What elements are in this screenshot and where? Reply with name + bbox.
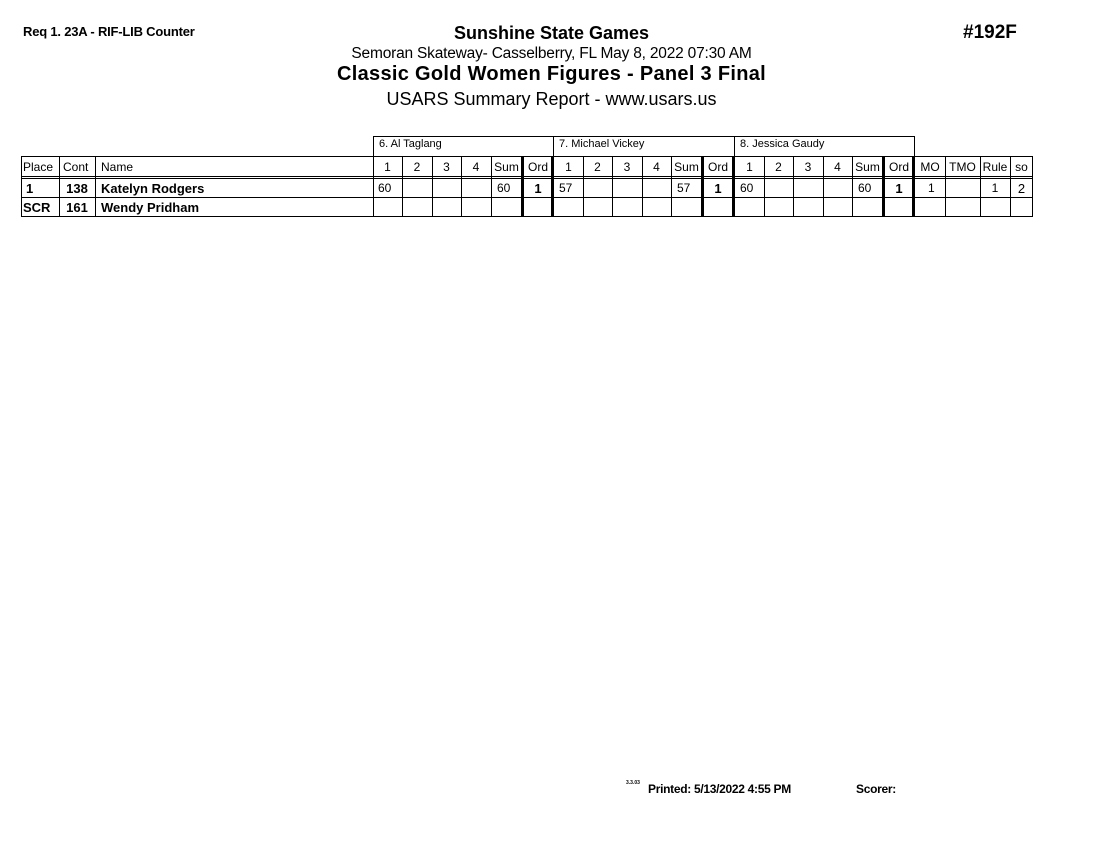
grid-line bbox=[1010, 156, 1011, 217]
grid-line bbox=[764, 156, 765, 217]
grid-line bbox=[612, 156, 613, 217]
scorer-label: Scorer: bbox=[856, 782, 896, 796]
place-cell: SCR bbox=[23, 200, 51, 215]
grid-line bbox=[734, 136, 735, 157]
j6-ord: 1 bbox=[534, 181, 542, 196]
j6-score-3 bbox=[432, 179, 461, 198]
printed-timestamp: Printed: 5/13/2022 4:55 PM bbox=[648, 782, 791, 796]
col-j8-sum: Sum bbox=[855, 160, 880, 174]
col-j6-4: 4 bbox=[472, 160, 480, 174]
tmo-cell bbox=[945, 179, 980, 198]
j7-ord: 1 bbox=[714, 181, 722, 196]
event-title: Classic Gold Women Figures - Panel 3 Final bbox=[337, 63, 766, 85]
grid-line bbox=[914, 136, 915, 157]
grid-line bbox=[59, 156, 60, 217]
col-j6-sum: Sum bbox=[494, 160, 519, 174]
col-j7-4: 4 bbox=[653, 160, 660, 174]
request-label: Req 1. 23A - RIF-LIB Counter bbox=[23, 24, 195, 39]
j7-score-4 bbox=[642, 179, 671, 198]
j7-score-1: 57 bbox=[559, 181, 573, 195]
so-cell: 2 bbox=[1017, 181, 1026, 196]
col-name: Name bbox=[101, 160, 134, 174]
grid-line bbox=[823, 156, 824, 217]
grid-line bbox=[945, 156, 946, 217]
rule-cell: 1 bbox=[991, 181, 999, 195]
j6-sum: 60 bbox=[497, 181, 511, 195]
col-place: Place bbox=[23, 160, 54, 174]
col-j7-sum: Sum bbox=[674, 160, 699, 174]
version-label: 3.3.03 bbox=[626, 780, 640, 786]
name-cell: Katelyn Rodgers bbox=[101, 181, 205, 196]
place-cell: 1 bbox=[26, 181, 34, 196]
grid-line-thick bbox=[701, 156, 704, 217]
grid-line bbox=[793, 156, 794, 217]
grid-line-thick bbox=[551, 156, 554, 217]
grid-line-thick bbox=[521, 156, 524, 217]
meet-name: Sunshine State Games bbox=[453, 23, 650, 43]
col-so: so bbox=[1015, 160, 1028, 174]
col-j6-3: 3 bbox=[443, 160, 450, 174]
col-rule: Rule bbox=[982, 160, 1008, 174]
col-mo: MO bbox=[920, 160, 940, 174]
j8-score-2 bbox=[764, 179, 793, 198]
grid-line bbox=[583, 156, 584, 217]
col-j6-1: 1 bbox=[384, 160, 391, 174]
event-number: #192F bbox=[963, 22, 1017, 43]
col-j7-3: 3 bbox=[623, 160, 631, 174]
col-j6-ord: Ord bbox=[527, 160, 548, 174]
j6-score-1: 60 bbox=[378, 181, 392, 195]
j8-sum: 60 bbox=[858, 181, 872, 195]
grid-line bbox=[95, 156, 96, 217]
grid-line-thick bbox=[912, 156, 915, 217]
grid-line bbox=[373, 136, 914, 137]
j7-sum: 57 bbox=[677, 181, 691, 195]
judge-header-8: 8. Jessica Gaudy bbox=[740, 138, 825, 150]
j7-score-2 bbox=[583, 179, 612, 198]
col-j7-ord: Ord bbox=[707, 160, 728, 174]
grid-line bbox=[461, 156, 462, 217]
grid-line bbox=[553, 136, 554, 157]
grid-line bbox=[642, 156, 643, 217]
judge-header-7: 7. Michael Vickey bbox=[559, 138, 645, 150]
col-j6-2: 2 bbox=[413, 160, 421, 174]
j6-score-4 bbox=[461, 179, 491, 198]
grid-line bbox=[491, 156, 492, 217]
grid-line bbox=[671, 156, 672, 217]
grid-line-thick bbox=[732, 156, 735, 217]
judge-header-6: 6. Al Taglang bbox=[379, 138, 442, 150]
col-j7-1: 1 bbox=[565, 160, 572, 174]
col-j8-3: 3 bbox=[804, 160, 812, 174]
j8-score-3 bbox=[793, 179, 823, 198]
grid-line bbox=[21, 156, 22, 217]
name-cell: Wendy Pridham bbox=[101, 200, 200, 215]
col-cont: Cont bbox=[63, 160, 89, 174]
col-j8-ord: Ord bbox=[888, 160, 909, 174]
col-tmo: TMO bbox=[949, 160, 976, 174]
col-j8-2: 2 bbox=[775, 160, 782, 174]
venue-date: Semoran Skateway- Casselberry, FL May 8, 2022 07:30 AM bbox=[351, 45, 752, 62]
j8-ord: 1 bbox=[895, 181, 903, 196]
j8-score-1: 60 bbox=[740, 181, 754, 195]
grid-line bbox=[980, 156, 981, 217]
mo-cell: 1 bbox=[928, 181, 935, 195]
grid-line bbox=[402, 156, 403, 217]
col-j8-4: 4 bbox=[834, 160, 841, 174]
col-j8-1: 1 bbox=[746, 160, 753, 174]
j7-score-3 bbox=[612, 179, 642, 198]
cont-cell: 138 bbox=[66, 181, 88, 196]
grid-line-thick bbox=[882, 156, 885, 217]
grid-line bbox=[373, 156, 374, 217]
report-title: USARS Summary Report - www.usars.us bbox=[386, 89, 717, 109]
grid-line bbox=[852, 156, 853, 217]
j6-score-2 bbox=[402, 179, 432, 198]
j8-score-4 bbox=[823, 179, 852, 198]
grid-line bbox=[432, 156, 433, 217]
col-j7-2: 2 bbox=[594, 160, 601, 174]
grid-line bbox=[1032, 156, 1033, 217]
cont-cell: 161 bbox=[66, 200, 88, 215]
